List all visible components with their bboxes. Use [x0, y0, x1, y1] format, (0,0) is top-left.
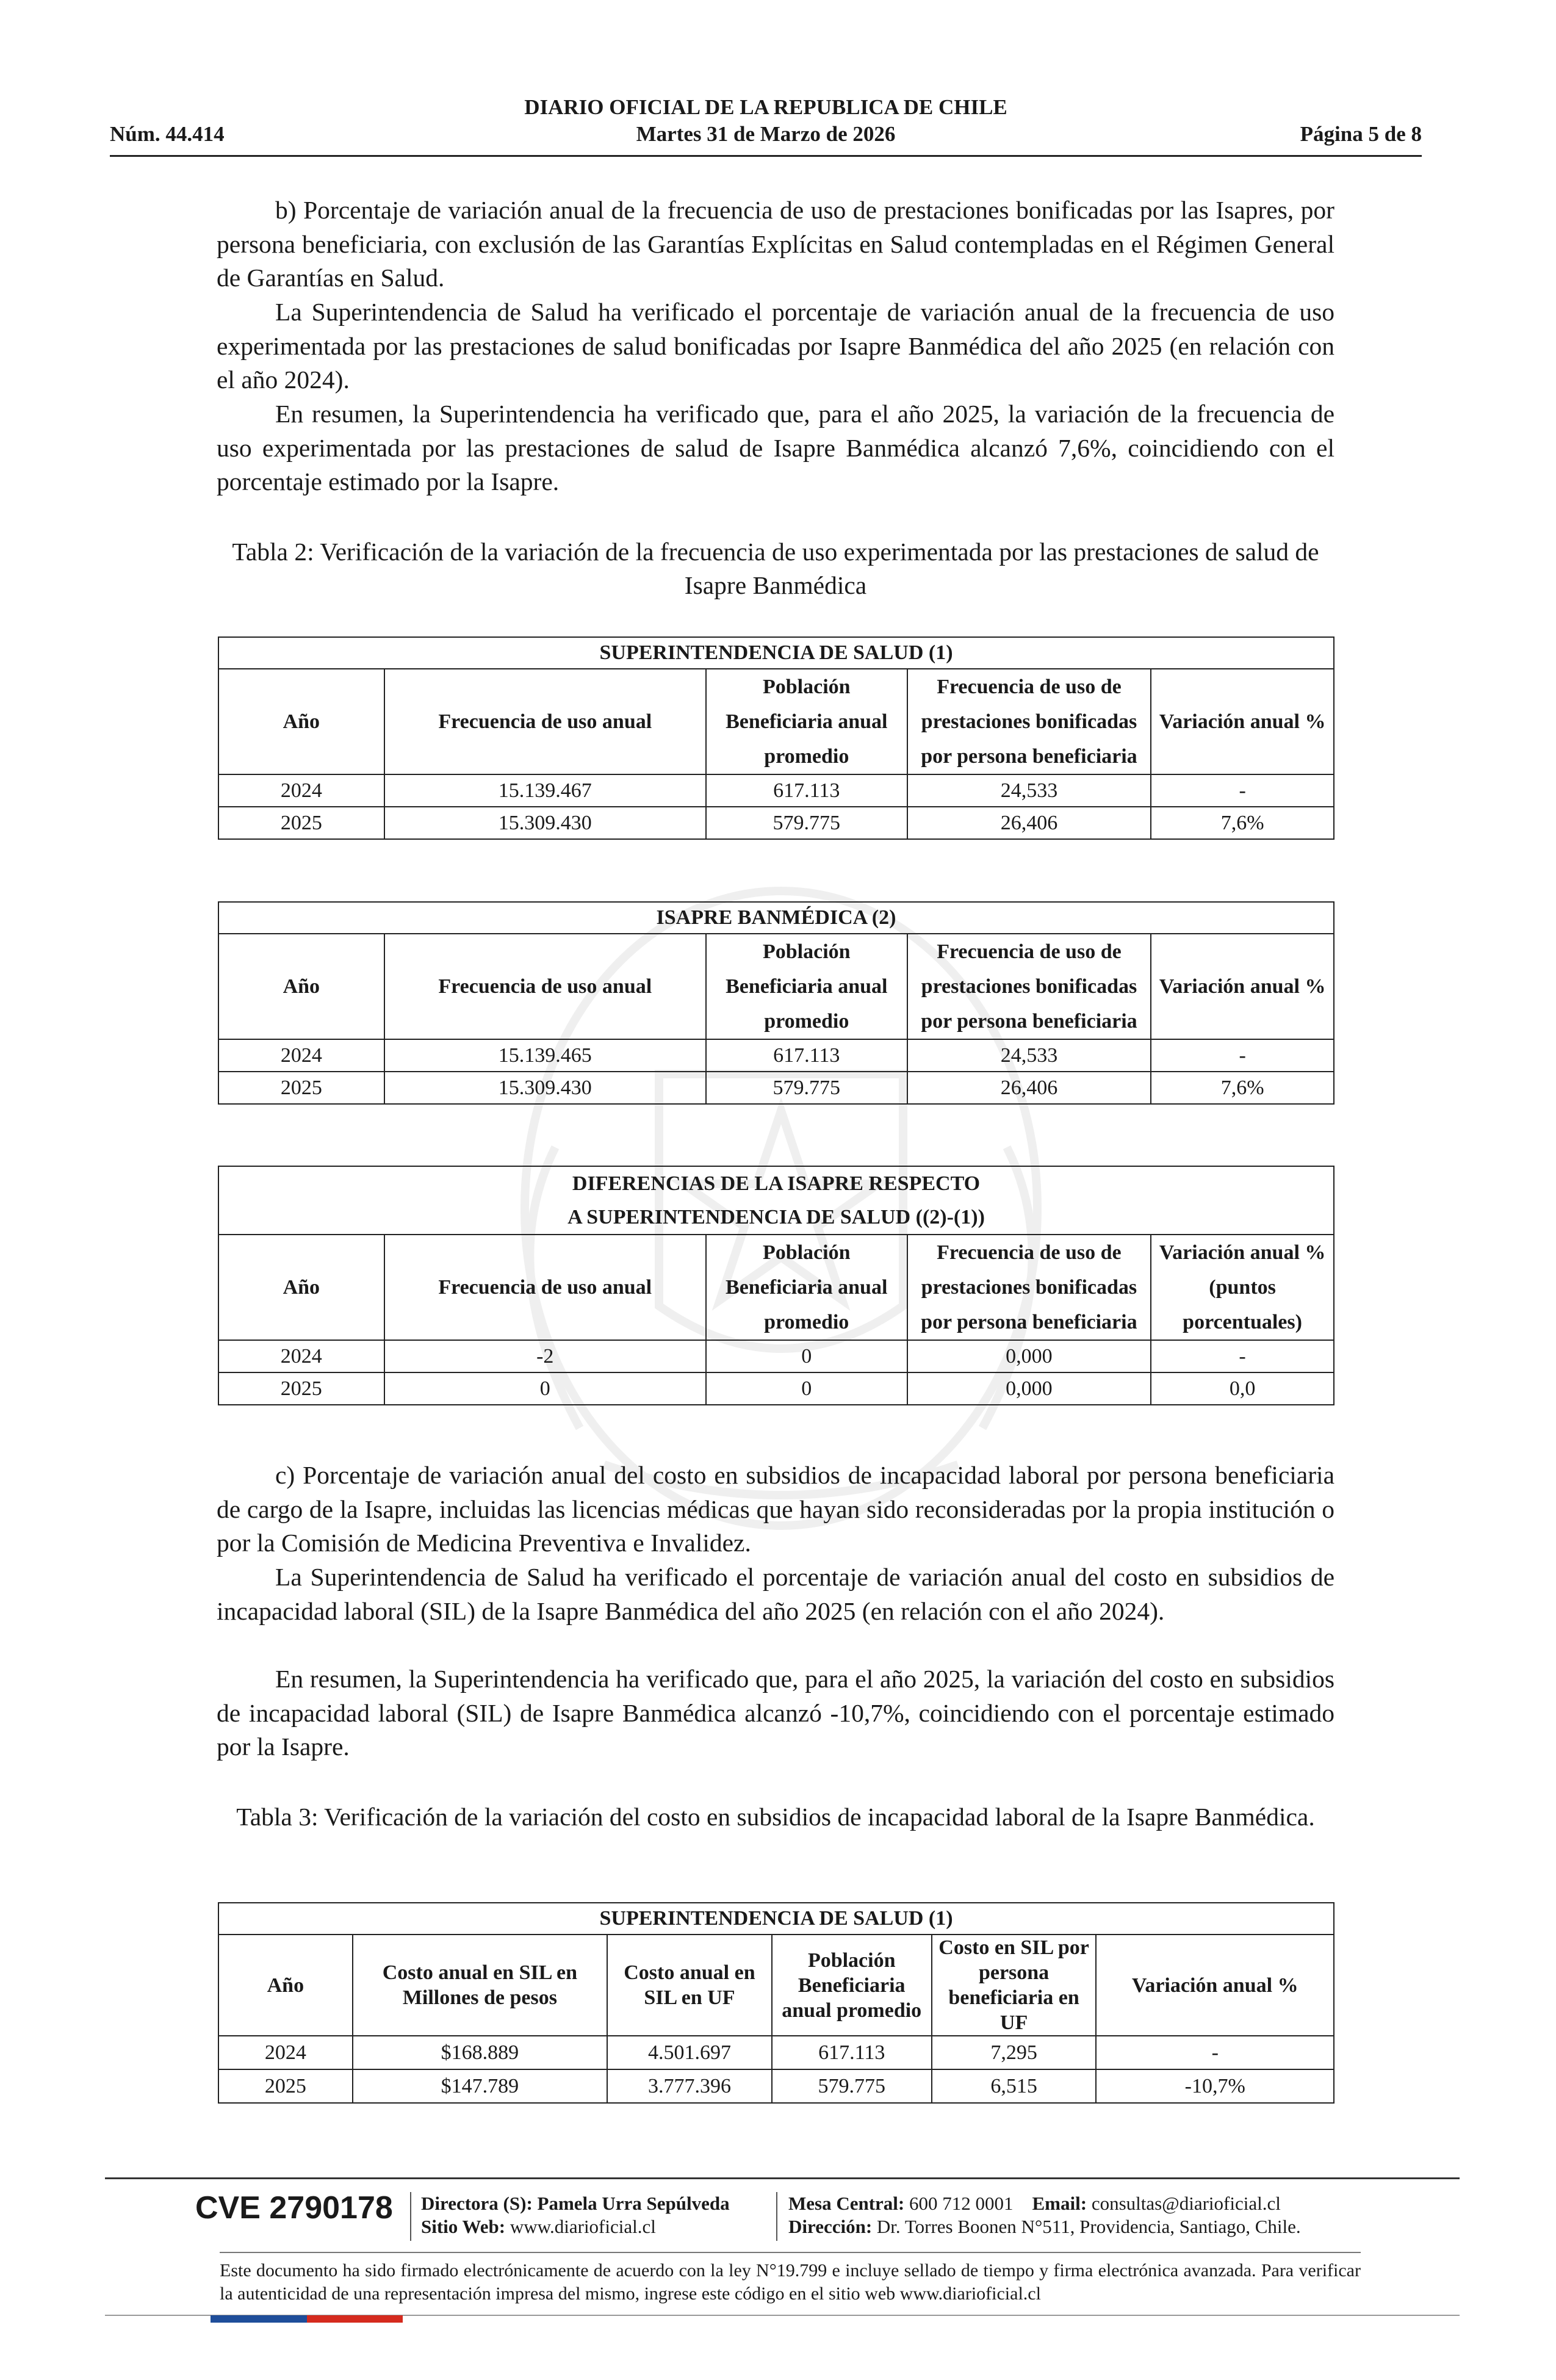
email-label: Email:: [1032, 2193, 1087, 2214]
col-header: Frecuencia de uso de prestaciones bonificadas por persona beneficiaria: [907, 1235, 1151, 1340]
section-c-paragraph-2: En resumen, la Superintendencia ha verificado que, para el año 2025, la variación del costo en subsidios de incapacidad laboral (SIL) de Isapre Banmédica alcanzó -10,7%, coincidiendo con el porcentaje estimado por la Isapre.: [217, 1665, 1334, 1761]
cell: $147.789: [353, 2069, 607, 2103]
col-header: Variación anual % (puntos porcentuales): [1151, 1235, 1334, 1340]
col-header: Frecuencia de uso anual: [384, 1235, 706, 1340]
col-header: Población Beneficiaria anual promedio: [772, 1935, 932, 2036]
col-header: Año: [218, 1935, 353, 2036]
section-c-paragraph-1: La Superintendencia de Salud ha verificado el porcentaje de variación anual del costo en subsidios de incapacidad laboral (SIL) de la Isapre Banmédica del año 2025 (en relación con el año 2024).: [217, 1563, 1334, 1625]
col-header: Frecuencia de uso de prestaciones bonificadas por persona beneficiaria: [907, 669, 1151, 774]
table-superintendencia-frecuencia: [218, 636, 1334, 840]
phone-number: 600 712 0001: [909, 2193, 1014, 2214]
footer-contact-left: [421, 2192, 730, 2238]
cell: 7,295: [932, 2036, 1097, 2069]
cell: 579.775: [706, 1072, 907, 1104]
section-b-heading: b) Porcentaje de variación anual de la frecuencia de uso de prestaciones bonificadas por las Isapres, por persona beneficiaria, con exclusión de las Garantías Explícitas en Salud contempladas en el Régimen General de Garantías en Salud.: [217, 196, 1334, 292]
director-name: Pamela Urra Sepúlveda: [537, 2193, 730, 2214]
cell: $168.889: [353, 2036, 607, 2069]
col-header: Frecuencia de uso de prestaciones bonificadas por persona beneficiaria: [907, 934, 1151, 1039]
col-header: Población Beneficiaria anual promedio: [706, 669, 907, 774]
footer-rule: [220, 2252, 1361, 2253]
col-header: Población Beneficiaria anual promedio: [706, 934, 907, 1039]
cell: 617.113: [706, 1039, 907, 1072]
issue-number: Núm. 44.414: [110, 122, 225, 146]
col-header: Variación anual %: [1151, 669, 1334, 774]
cell: 15.309.430: [384, 807, 706, 839]
table-isapre-frecuencia: [218, 901, 1334, 1105]
section-b-paragraph-2: En resumen, la Superintendencia ha verificado que, para el año 2025, la variación de la frecuencia de uso experimentada por las prestaciones de salud de Isapre Banmédica alcanzó 7,6%, coincidiendo con el porcentaje estimado por la Isapre.: [217, 400, 1334, 496]
cell: 579.775: [772, 2069, 932, 2103]
flag-red-segment: [307, 2315, 403, 2323]
table-2-caption: Tabla 2: Verificación de la variación de la frecuencia de uso experimentada por las prestaciones de salud de Isapre Banmédica: [232, 538, 1319, 599]
cell: -: [1151, 774, 1334, 807]
address-label: Dirección:: [788, 2216, 873, 2237]
cell: 15.309.430: [384, 1072, 706, 1104]
cell-year: 2024: [218, 1340, 384, 1372]
cell: 0: [706, 1340, 907, 1372]
table-diferencias-frecuencia: [218, 1166, 1334, 1405]
page-header: [110, 93, 1422, 157]
footer-divider: [410, 2192, 411, 2241]
col-header: Variación anual %: [1096, 1935, 1334, 2036]
col-header: Costo anual en SIL en Millones de pesos: [353, 1935, 607, 2036]
cell-year: 2024: [218, 2036, 353, 2069]
email-link[interactable]: consultas@diarioficial.cl: [1091, 2193, 1281, 2214]
table-row: [218, 1039, 1334, 1072]
cell: -2: [384, 1340, 706, 1372]
cell: 617.113: [706, 774, 907, 807]
table-title: [218, 1166, 1334, 1235]
footer-rule: [105, 2177, 1460, 2179]
cell-year: 2024: [218, 774, 384, 807]
section-b-paragraph-1: La Superintendencia de Salud ha verificado el porcentaje de variación anual de la frecuencia de uso experimentada por las prestaciones de salud bonificadas por Isapre Banmédica del año 2025 (en relación con el año 2024).: [217, 298, 1334, 394]
cell: 4.501.697: [607, 2036, 772, 2069]
table-title: SUPERINTENDENCIA DE SALUD (1): [218, 1903, 1334, 1935]
cell: 24,533: [907, 1039, 1151, 1072]
cell: 0: [384, 1372, 706, 1405]
cell-year: 2025: [218, 807, 384, 839]
table-row: [218, 2069, 1334, 2103]
col-header: Frecuencia de uso anual: [384, 669, 706, 774]
cell-year: 2025: [218, 1072, 384, 1104]
table-row: [218, 1372, 1334, 1405]
cve-code: CVE 2790178: [195, 2190, 393, 2226]
table-row: [218, 2036, 1334, 2069]
cell: 15.139.465: [384, 1039, 706, 1072]
cell-year: 2025: [218, 1372, 384, 1405]
col-header: Variación anual %: [1151, 934, 1334, 1039]
table-3-caption: Tabla 3: Verificación de la variación del costo en subsidios de incapacidad laboral de la Isapre Banmédica.: [236, 1803, 1315, 1831]
col-header: Costo anual en SIL en UF: [607, 1935, 772, 2036]
cell: 617.113: [772, 2036, 932, 2069]
flag-bar: [211, 2315, 403, 2323]
table-row: [218, 1340, 1334, 1372]
legal-notice: Este documento ha sido firmado electrónicamente de acuerdo con la ley N°19.799 e incluye sellado de tiempo y firma electrónica avanzada. Para verificar la autenticidad de una representación impresa del mismo, ingrese este código en el sitio web www.diarioficial.cl: [220, 2260, 1361, 2304]
table-title: SUPERINTENDENCIA DE SALUD (1): [218, 637, 1334, 669]
cell: 0: [706, 1372, 907, 1405]
table-row: [218, 807, 1334, 839]
cell: -: [1151, 1039, 1334, 1072]
col-header: Costo en SIL por persona beneficiaria en UF: [932, 1935, 1097, 2036]
table-row: [218, 1072, 1334, 1104]
table-title-line: A SUPERINTENDENCIA DE SALUD ((2)-(1)): [567, 1206, 985, 1228]
table-title: ISAPRE BANMÉDICA (2): [218, 902, 1334, 934]
col-header: Población Beneficiaria anual promedio: [706, 1235, 907, 1340]
table-row: [218, 774, 1334, 807]
col-header: Año: [218, 669, 384, 774]
phone-label: Mesa Central:: [788, 2193, 905, 2214]
footer-divider: [776, 2192, 777, 2241]
col-header: Año: [218, 934, 384, 1039]
cell: 7,6%: [1151, 807, 1334, 839]
section-c-heading: c) Porcentaje de variación anual del costo en subsidios de incapacidad laboral por persona beneficiaria de cargo de la Isapre, incluidas las licencias médicas que hayan sido reconsideradas por la propia institución o por la Comisión de Medicina Preventiva e Invalidez.: [217, 1461, 1334, 1557]
cell: 26,406: [907, 1072, 1151, 1104]
cell: 24,533: [907, 774, 1151, 807]
web-label: Sitio Web:: [421, 2216, 506, 2237]
cell: 0,000: [907, 1372, 1151, 1405]
footer-contact-right: [788, 2192, 1301, 2238]
table-superintendencia-sil: [218, 1902, 1334, 2104]
cell: -: [1096, 2036, 1334, 2069]
cell-year: 2025: [218, 2069, 353, 2103]
newspaper-title: DIARIO OFICIAL DE LA REPUBLICA DE CHILE: [524, 95, 1007, 119]
cell: 6,515: [932, 2069, 1097, 2103]
flag-blue-segment: [211, 2315, 307, 2323]
col-header: Frecuencia de uso anual: [384, 934, 706, 1039]
cell: 26,406: [907, 807, 1151, 839]
cell: 3.777.396: [607, 2069, 772, 2103]
cell: 0,0: [1151, 1372, 1334, 1405]
director-label: Directora (S):: [421, 2193, 533, 2214]
col-header: Año: [218, 1235, 384, 1340]
website-link[interactable]: www.diarioficial.cl: [510, 2216, 656, 2237]
cell: 7,6%: [1151, 1072, 1334, 1104]
address: Dr. Torres Boonen N°511, Providencia, Santiago, Chile.: [876, 2216, 1301, 2237]
cell: -10,7%: [1096, 2069, 1334, 2103]
cell: 0,000: [907, 1340, 1151, 1372]
issue-date: Martes 31 de Marzo de 2026: [636, 122, 896, 146]
cell: 15.139.467: [384, 774, 706, 807]
table-title-line: DIFERENCIAS DE LA ISAPRE RESPECTO: [572, 1172, 981, 1195]
cell: 579.775: [706, 807, 907, 839]
cell: -: [1151, 1340, 1334, 1372]
cell-year: 2024: [218, 1039, 384, 1072]
page-number: Página 5 de 8: [1300, 122, 1422, 146]
